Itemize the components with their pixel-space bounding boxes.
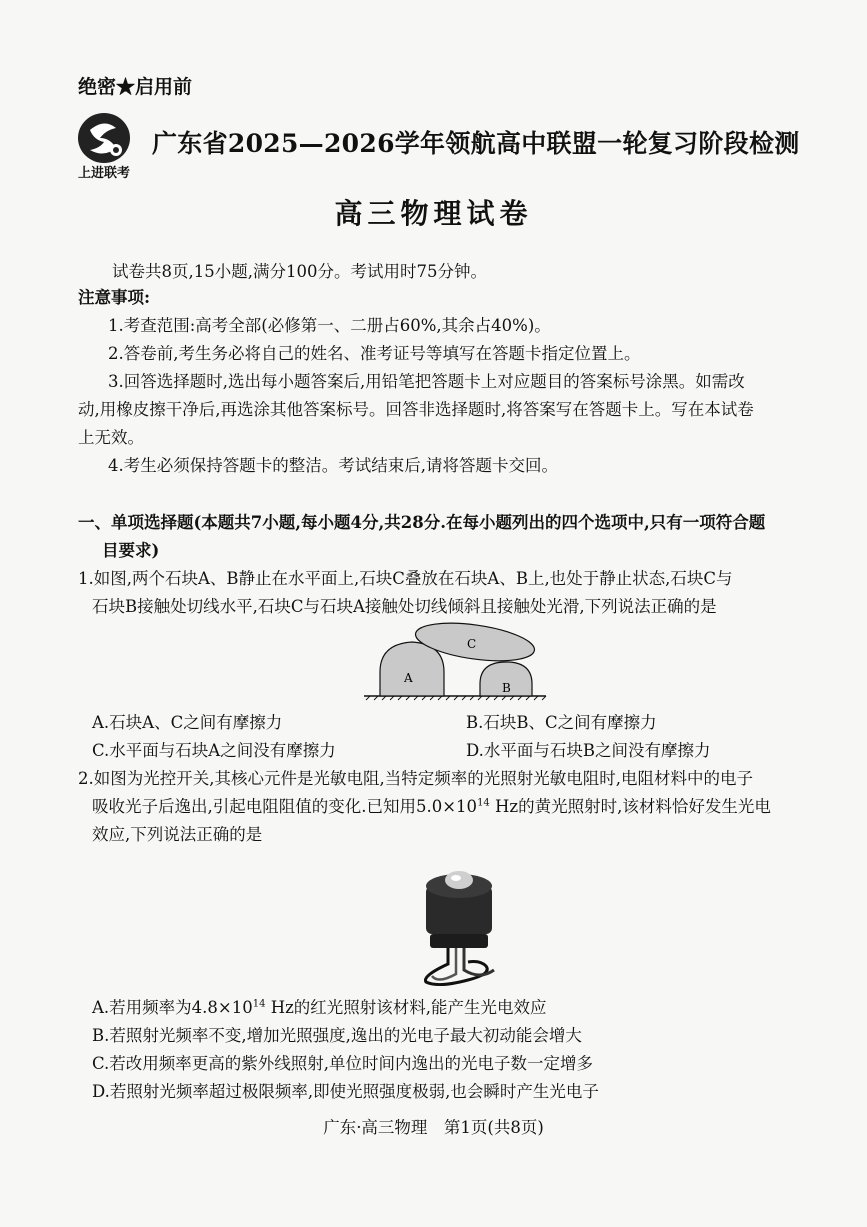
fig-label-c: C <box>467 637 477 651</box>
exam-intro: 试卷共8页,15小题,满分100分。考试用时75分钟。 <box>112 262 487 281</box>
light-switch-photo-icon <box>408 858 508 993</box>
q1-option-c: C.水平面与石块A之间没有摩擦力 <box>92 741 336 760</box>
page-footer: 广东·高三物理 第1页(共8页) <box>323 1118 544 1137</box>
section-1-heading: 一、单项选择题(本题共7小题,每小题4分,共28分.在每小题列出的四个选项中,只有一项符合题 <box>78 513 766 532</box>
notice-item-3-line-1: 3.回答选择题时,选出每小题答案后,用铅笔把答题卡上对应题目的答案标号涂黑。如需改 <box>108 372 745 391</box>
notice-heading: 注意事项: <box>78 288 151 307</box>
notice-item-2: 2.答卷前,考生务必将自己的姓名、准考证号等填写在答题卡指定位置上。 <box>108 344 641 363</box>
notice-item-4: 4.考生必须保持答题卡的整洁。考试结束后,请将答题卡交回。 <box>108 456 558 475</box>
q1-option-d: D.水平面与石块B之间没有摩擦力 <box>466 741 711 760</box>
confidential-mark: 绝密★启用前 <box>78 76 193 98</box>
question-2-stem: 2.如图为光控开关,其核心元件是光敏电阻,当特定频率的光照射光敏电阻时,电阻材料中的电子 <box>78 769 753 788</box>
question-2-stem-end: 效应,下列说法正确的是 <box>92 825 263 844</box>
notice-item-3-line-2: 动,用橡皮擦干净后,再选涂其他答案标号。回答非选择题时,将答案写在答题卡上。写在本试卷 <box>78 400 754 419</box>
q2-option-d: D.若照射光频率超过极限频率,即使光照强度极弱,也会瞬时产生光电子 <box>92 1082 599 1101</box>
q2-option-b: B.若照射光频率不变,增加光照强度,逸出的光电子最大初动能会增大 <box>92 1026 582 1045</box>
logo-text: 上进联考 <box>77 166 130 181</box>
question-2-stem-cont: 吸收光子后逸出,引起电阻阻值的变化.已知用$5.0\times 10^{14}$ Hz的黄光照射时,该材料恰好发生光电 <box>92 797 771 816</box>
notice-item-1: 1.考查范围:高考全部(必修第一、二册占60%,其余占40%)。 <box>108 316 551 335</box>
exam-title: 广东省2025—2026学年领航高中联盟一轮复习阶段检测 <box>152 129 800 158</box>
question-1-stem: 1.如图,两个石块A、B静止在水平面上,石块C叠放在石块A、B上,也处于静止状态,石块C与 <box>78 569 733 588</box>
rocks-figure <box>360 620 550 704</box>
question-1-stem-cont: 石块B接触处切线水平,石块C与石块A接触处切线倾斜且接触处光滑,下列说法正确的是 <box>92 597 717 616</box>
q1-option-b: B.石块B、C之间有摩擦力 <box>466 713 657 732</box>
exam-subtitle: 高三物理试卷 <box>334 197 533 230</box>
q2-option-c: C.若改用频率更高的紫外线照射,单位时间内逸出的光电子数一定增多 <box>92 1054 594 1073</box>
q1-option-a: A.石块A、C之间有摩擦力 <box>92 713 283 732</box>
q2-option-a: A.若用频率为$4.8\times 10^{14}$ Hz的红光照射该材料,能产生光电效应 <box>92 998 547 1017</box>
section-1-heading-cont: 目要求) <box>102 541 160 560</box>
fig-label-a: A <box>404 671 413 685</box>
notice-item-3-line-3: 上无效。 <box>78 428 144 447</box>
fig-label-b: B <box>502 681 511 695</box>
